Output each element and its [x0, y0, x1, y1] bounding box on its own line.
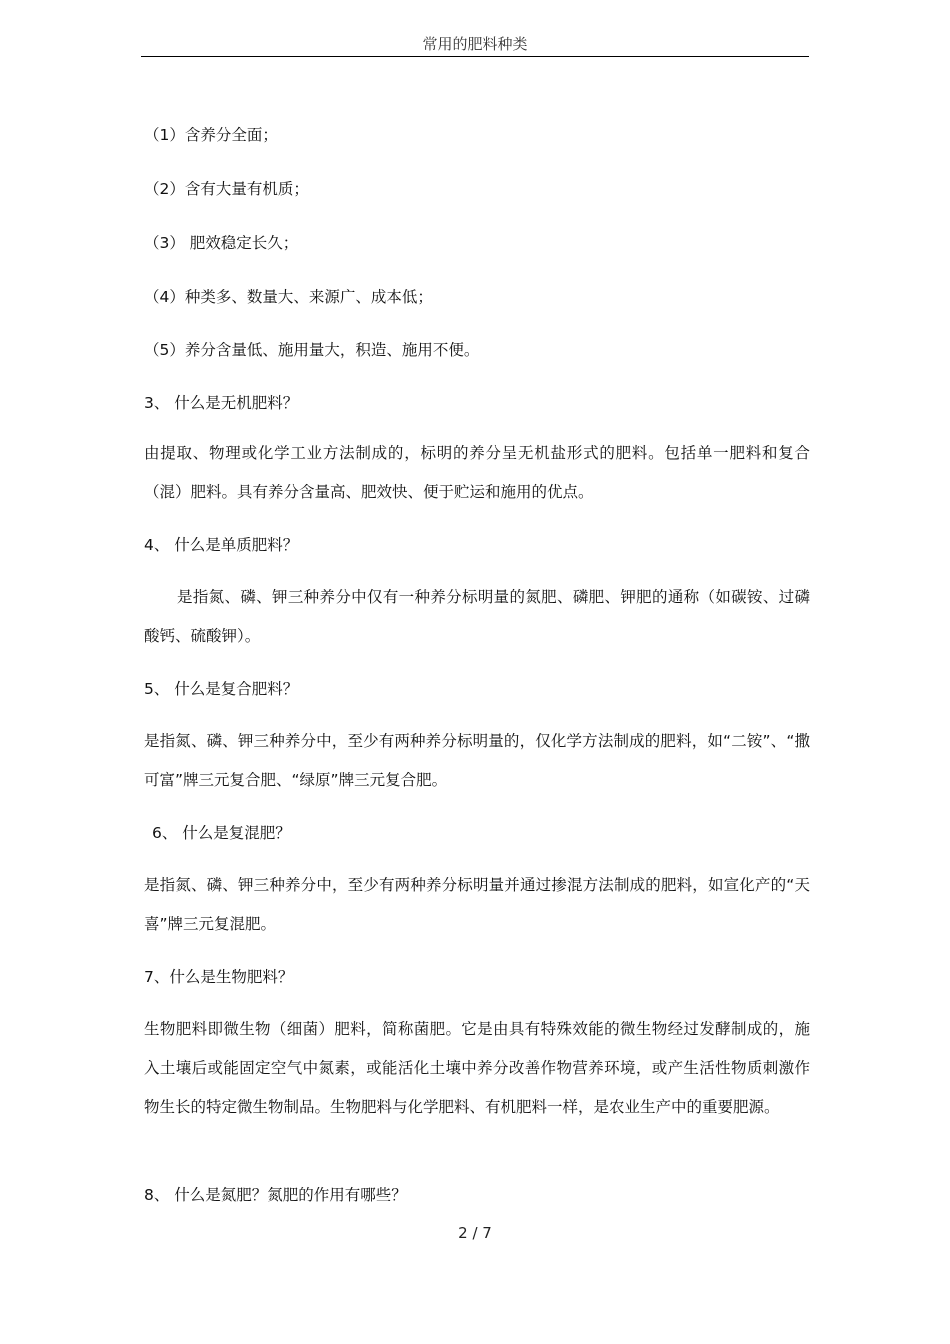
answer-5: 是指氮、磷、钾三种养分中，至少有两种养分标明量的，仅化学方法制成的肥料，如“二铵”、“撒可富”牌三元复合肥、“绿原”牌三元复合肥。 [144, 732, 810, 789]
question-7: 7、什么是生物肥料？ [144, 968, 294, 986]
question-4: 4、 什么是单质肥料？ [144, 536, 299, 554]
answer-3: 由提取、物理或化学工业方法制成的，标明的养分呈无机盐形式的肥料。包括单一肥料和复合（混）肥料。具有养分含量高、肥效快、便于贮运和施用的优点。 [144, 444, 810, 501]
list-item-1: （1）含养分全面； [144, 126, 278, 144]
list-item-5: （5）养分含量低、施用量大，积造、施用不便。 [144, 341, 480, 359]
question-6: 6、 什么是复混肥？ [152, 824, 291, 842]
page-header [141, 22, 809, 57]
answer-4: 是指氮、磷、钾三种养分中仅有一种养分标明量的氮肥、磷肥、钾肥的通称（如碳铵、过磷酸钙、硫酸钾）。 [144, 588, 810, 645]
answer-7: 生物肥料即微生物（细菌）肥料，简称菌肥。它是由具有特殊效能的微生物经过发酵制成的，施入土壤后或能固定空气中氮素，或能活化土壤中养分改善作物营养环境，或产生活性物质刺激作物生长的特定微生物制品。生物肥料与化学肥料、有机肥料一样，是农业生产中的重要肥源。 [144, 1020, 810, 1116]
question-8: 8、 什么是氮肥？氮肥的作用有哪些？ [144, 1186, 407, 1204]
page-number: 2 / 7 [458, 1224, 492, 1242]
list-item-3: （3） 肥效稳定长久； [144, 234, 299, 252]
header-title: 常用的肥料种类 [422, 35, 528, 53]
answer-6: 是指氮、磷、钾三种养分中，至少有两种养分标明量并通过掺混方法制成的肥料，如宣化产的“天喜”牌三元复混肥。 [144, 876, 810, 933]
page-footer [0, 1224, 950, 1242]
question-3: 3、 什么是无机肥料？ [144, 394, 299, 412]
question-5: 5、 什么是复合肥料？ [144, 680, 299, 698]
list-item-2: （2）含有大量有机质； [144, 180, 309, 198]
list-item-4: （4）种类多、数量大、来源广、成本低； [144, 288, 433, 306]
